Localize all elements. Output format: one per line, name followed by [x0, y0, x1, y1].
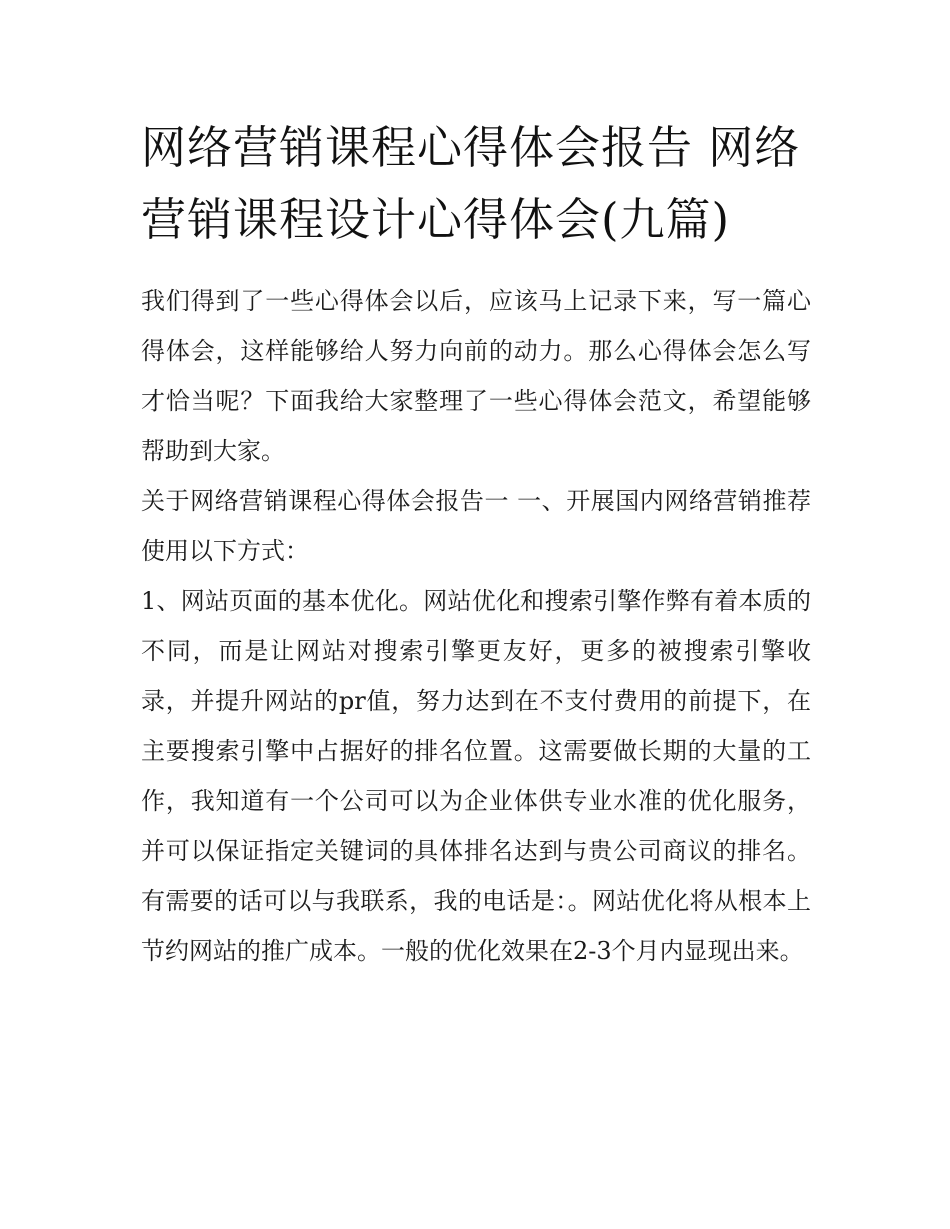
intro-paragraph: 我们得到了一些心得体会以后，应该马上记录下来，写一篇心得体会，这样能够给人努力向前的动力。那么心得体会怎么写才恰当呢？下面我给大家整理了一些心得体会范文，希望能够帮助到大家。 [141, 287, 811, 465]
document-title: 网络营销课程心得体会报告 网络营销课程设计心得体会(九篇) [141, 121, 801, 246]
section-heading-paragraph: 关于网络营销课程心得体会报告一 一、开展国内网络营销推荐使用以下方式： [141, 487, 811, 565]
body-paragraph: 1、网站页面的基本优化。网站优化和搜索引擎作弊有着本质的不同，而是让网站对搜索引擎更友好，更多的被搜索引擎收录，并提升网站的pr值，努力达到在不支付费用的前提下，在主要搜索引擎中占据好的排名位置。这需要做长期的大量的工作，我知道有一个公司可以为企业体供专业水准的优化服务，并可以保证指定关键词的具体排名达到与贵公司商议的排名。有需要的话可以与我联系，我的电话是：。网站优化将从根本上节约网站的推广成本。一般的优化效果在2-3个月内显现出来。 [141, 587, 811, 965]
document-body [141, 112, 811, 976]
title-block [141, 112, 811, 256]
